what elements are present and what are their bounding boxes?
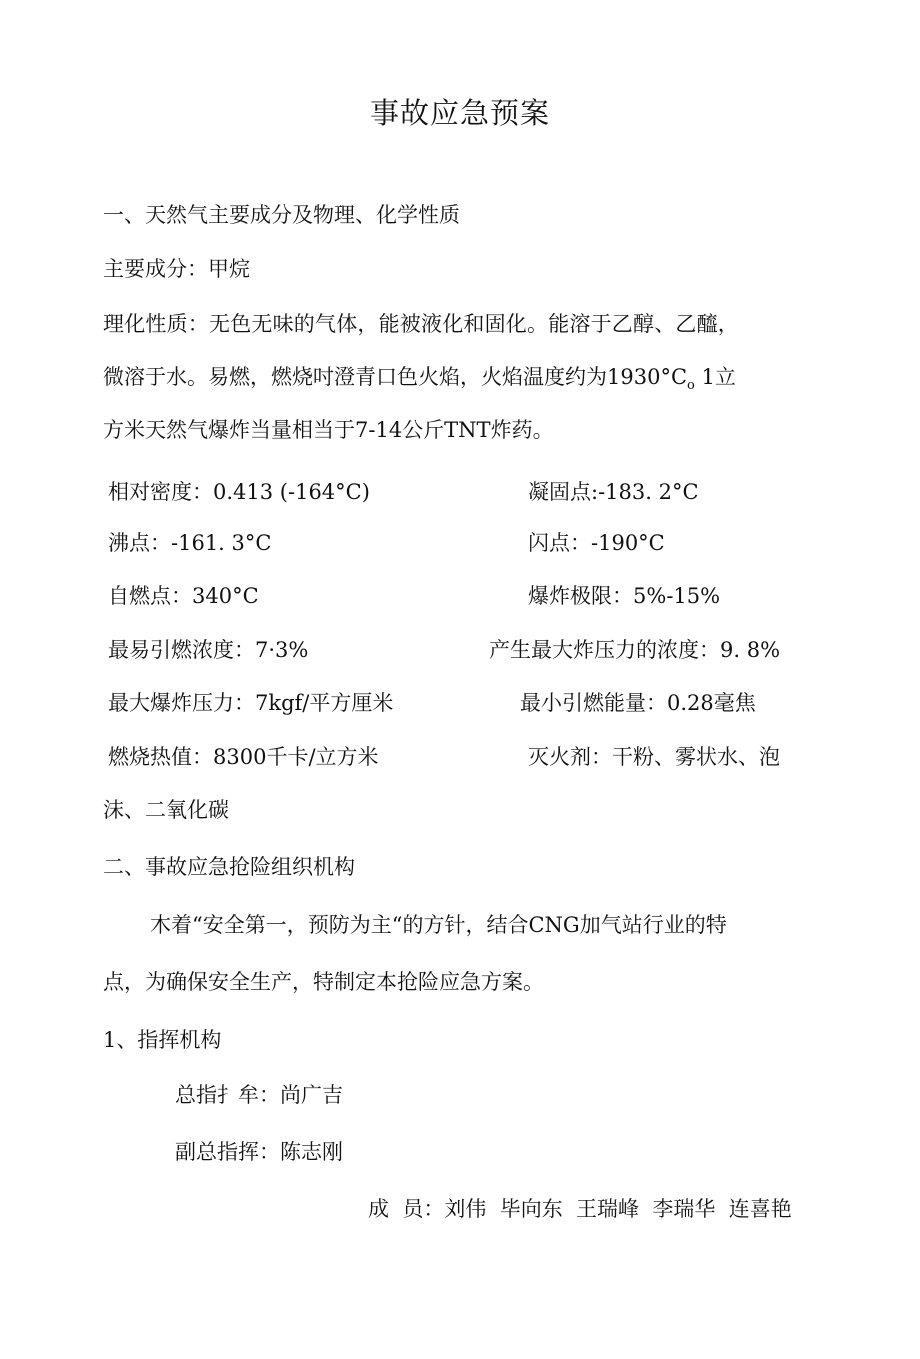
command-heading: 1、指挥机构 [103, 1028, 222, 1052]
max-explosion-pressure: 最大爆炸压力：7kgf/平方厘米 [108, 691, 394, 715]
ignition-concentration: 最易引燃浓度：7·3% [108, 638, 309, 662]
degree-subscript: o [687, 378, 695, 394]
min-ignition-energy: 最小引燃能量：0.28毫焦 [520, 691, 756, 715]
extinguishing-agent-cont: 沫、二氧化碳 [103, 798, 229, 822]
max-pressure-concentration: 产生最大炸压力的浓度：9. 8% [489, 638, 781, 662]
section2-heading: 二、事故应急抢险组织机构 [103, 855, 355, 879]
heat-value: 燃烧热值：8300千卡/立方米 [108, 745, 379, 769]
extinguishing-agent: 灭火剂：干粉、雾状水、泡 [528, 745, 780, 769]
explosion-limit: 爆炸极限：5%-15% [528, 584, 721, 608]
properties-line-2-tail: 1立 [701, 365, 736, 389]
section1-heading: 一、天然气主要成分及物理、化学性质 [103, 203, 460, 227]
properties-line-2-text: 微溶于水。易燃，燃烧吋澄青口色火焰，火焰温度约为1930°C [103, 365, 688, 389]
properties-line-2 [103, 362, 736, 401]
freezing-point: 凝固点:-183. 2°C [528, 480, 699, 504]
intro-line-1: 木着“安全第一，预防为主“的方针，结合CNG加气站行业的特 [150, 913, 727, 937]
properties-line-3: 方米天然气爆炸当量相当于7-14公斤TNT炸药。 [103, 418, 554, 442]
members: 成 员：刘伟 毕向东 王瑞峰 李瑞华 连喜艳 [368, 1197, 792, 1221]
commander: 总指扌牟：尚广吉 [175, 1083, 343, 1107]
document-title: 事故应急预案 [369, 96, 550, 130]
boiling-point: 沸点：-161. 3°C [108, 531, 272, 555]
intro-line-2: 点，为确保安全生产，特制定本抢险应急方案。 [103, 970, 544, 994]
relative-density: 相对密度：0.413 (-164°C) [108, 480, 370, 504]
deputy-commander: 副总指挥：陈志刚 [175, 1140, 343, 1164]
main-component: 主要成分：甲烷 [103, 257, 250, 281]
properties-line-1: 理化性质：无色无味的气体，能被液化和固化。能溶于乙醇、乙醯， [103, 312, 739, 336]
autoignition-point: 自燃点：340°C [108, 584, 259, 608]
flash-point: 闪点：-190°C [528, 531, 665, 555]
